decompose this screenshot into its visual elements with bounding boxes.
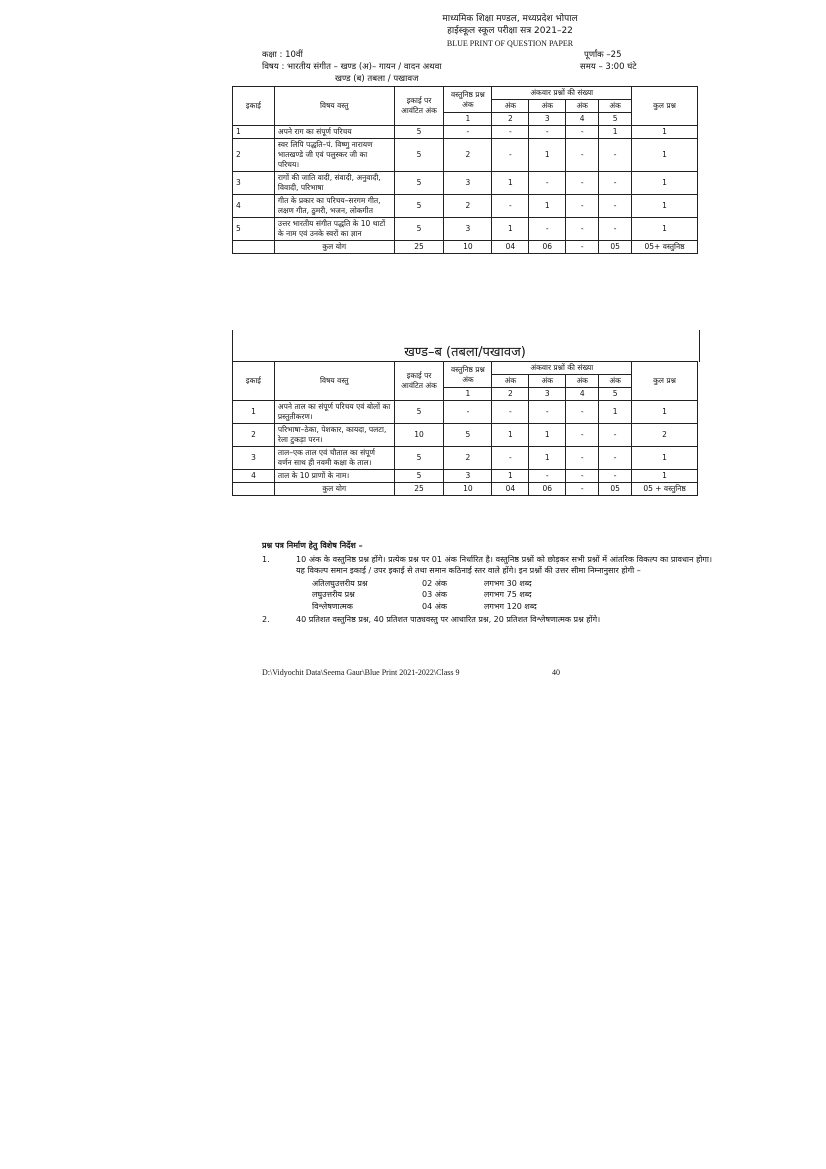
total-c2: 04 — [492, 241, 529, 254]
total-c3: 06 — [529, 483, 566, 496]
section-b-title: खण्ड–ब (तबला/पखावज) — [404, 345, 526, 360]
header-marks-wise: अंकवार प्रश्नों की संख्या — [492, 87, 632, 100]
cell-c2: - — [492, 401, 529, 424]
cell-objective: - — [444, 401, 492, 424]
total-c4: - — [566, 483, 599, 496]
cell-unit: 1 — [233, 401, 275, 424]
cell-objective: 3 — [444, 218, 492, 241]
cell-marks: 5 — [394, 195, 444, 218]
cell-unit: 1 — [233, 126, 275, 139]
table-row — [233, 126, 698, 139]
total-questions: 05+ वस्तुनिष्ठ — [632, 241, 698, 254]
cell-c3: - — [529, 470, 566, 483]
cell-objective: 2 — [444, 447, 492, 470]
cell-total: 1 — [632, 126, 698, 139]
cell-c3: - — [529, 218, 566, 241]
header-m3: 3 — [529, 388, 566, 401]
cell-c4: - — [566, 424, 599, 447]
cell-marks: 5 — [394, 126, 444, 139]
cell-content: स्वर लिपि पद्धति–पं. विष्णु नारायण भातखण्डे जी एवं पलुस्कर जी का परिचय। — [274, 139, 394, 172]
table-row — [233, 172, 698, 195]
cell-c3: 1 — [529, 195, 566, 218]
cell-c5: 1 — [599, 126, 632, 139]
header-mark-word: अंक — [566, 375, 599, 388]
cell-c3: 1 — [529, 424, 566, 447]
total-questions: 05 + वस्तुनिष्ठ — [632, 483, 698, 496]
cell-objective: - — [444, 126, 492, 139]
header-total-questions: कुल प्रश्न — [632, 362, 698, 401]
cell-unit: 5 — [233, 218, 275, 241]
document-title: BLUE PRINT OF QUESTION PAPER — [446, 39, 574, 48]
header-unit-marks: इकाई पर आवंटित अंक — [394, 362, 444, 401]
header-mark-word: अंक — [492, 100, 529, 113]
cell-content: ताल के 10 प्राणों के नाम। — [274, 470, 394, 483]
cell-empty — [233, 241, 275, 254]
header-unit: इकाई — [233, 87, 275, 126]
total-objective: 10 — [444, 241, 492, 254]
cell-c4: - — [566, 139, 599, 172]
header-mark-word: अंक — [529, 375, 566, 388]
cell-objective: 5 — [444, 424, 492, 447]
limit-marks: 03 अंक — [422, 590, 447, 599]
total-label: कुल योग — [274, 483, 394, 496]
note-1-text: 10 अंक के वस्तुनिष्ठ प्रश्न होंगे। प्रत्येक प्रश्न पर 01 अंक निर्धारित है। वस्तुनिष्ठ प्रश्नों को छोड़कर सभी प्रश्नों में आंतरिक विकल्प का प्रावधान होगा। यह विकल्प समान इकाई / उपर इकाई से तथा समान कठिनाई स्तर वाले होंगे। इन प्रश्नों की उत्तर सीमा निम्नानुसार होगी – — [296, 554, 712, 575]
cell-c2: 1 — [492, 470, 529, 483]
cell-total: 1 — [632, 139, 698, 172]
table-row-total — [233, 241, 698, 254]
cell-c4: - — [566, 470, 599, 483]
cell-unit: 3 — [233, 447, 275, 470]
header-unit: इकाई — [233, 362, 275, 401]
cell-c5: - — [599, 470, 632, 483]
cell-unit: 2 — [233, 424, 275, 447]
cell-c2: 1 — [492, 424, 529, 447]
cell-content: परिभाषा–ठेका, पेशकार, कायदा, पलटा, रेला टुकड़ा परन। — [274, 424, 394, 447]
note-2-number: 2. — [262, 615, 270, 624]
header-m1: 1 — [444, 113, 492, 126]
total-c3: 06 — [529, 241, 566, 254]
time-label: समय – 3:00 घंटे — [580, 62, 637, 72]
blueprint-table-a — [232, 86, 698, 254]
answer-limits — [262, 578, 712, 613]
header-m4: 4 — [566, 388, 599, 401]
subject-label-2: खण्ड (ब) तबला / पखावज — [335, 74, 419, 84]
blueprint-table-b — [232, 361, 698, 496]
instructions — [262, 540, 712, 626]
cell-c5: - — [599, 218, 632, 241]
cell-marks: 5 — [394, 139, 444, 172]
total-c2: 04 — [492, 483, 529, 496]
header-objective: वस्तुनिष्ठ प्रश्न अंक — [444, 87, 492, 113]
cell-total: 1 — [632, 447, 698, 470]
header-m2: 2 — [492, 113, 529, 126]
header-mark-word: अंक — [599, 100, 632, 113]
cell-c5: - — [599, 195, 632, 218]
cell-c2: - — [492, 126, 529, 139]
note-2-text: 40 प्रतिशत वस्तुनिष्ठ प्रश्न, 40 प्रतिशत पाठ्यवस्तु पर आधारित प्रश्न, 20 प्रतिशत विश्लेषणात्मक प्रश्न होंगे। — [296, 615, 601, 624]
cell-c4: - — [566, 401, 599, 424]
table-row — [233, 218, 698, 241]
header-mark-word: अंक — [492, 375, 529, 388]
cell-c3: 1 — [529, 447, 566, 470]
header-m1: 1 — [444, 388, 492, 401]
page-number: 40 — [552, 668, 560, 677]
cell-unit: 3 — [233, 172, 275, 195]
header-m4: 4 — [566, 113, 599, 126]
cell-total: 2 — [632, 424, 698, 447]
subject-label: विषय : भारतीय संगीत – खण्ड (अ)– गायन / वादन अथवा — [262, 62, 442, 72]
cell-c4: - — [566, 195, 599, 218]
header-m5: 5 — [599, 113, 632, 126]
header-unit-marks: इकाई पर आवंटित अंक — [394, 87, 444, 126]
cell-objective: 2 — [444, 195, 492, 218]
board-name: माध्यमिक शिक्षा मण्डल, मध्यप्रदेश भोपाल — [442, 14, 578, 24]
cell-marks: 5 — [394, 447, 444, 470]
header-mark-word: अंक — [566, 100, 599, 113]
table-a-body — [233, 126, 698, 241]
cell-c4: - — [566, 126, 599, 139]
cell-objective: 3 — [444, 470, 492, 483]
cell-objective: 3 — [444, 172, 492, 195]
cell-c4: - — [566, 447, 599, 470]
table-row — [233, 470, 698, 483]
cell-marks: 5 — [394, 470, 444, 483]
answer-limit-row — [312, 578, 712, 590]
header-total-questions: कुल प्रश्न — [632, 87, 698, 126]
cell-c3: - — [529, 401, 566, 424]
footer-path: D:\Vidyochit Data\Seema Gaur\Blue Print 2021-2022\Class 9 — [262, 668, 460, 677]
cell-c5: - — [599, 139, 632, 172]
cell-c2: - — [492, 139, 529, 172]
class-label: कक्षा : 10वीं — [262, 50, 303, 60]
header-objective: वस्तुनिष्ठ प्रश्न अंक — [444, 362, 492, 388]
total-marks: 25 — [394, 483, 444, 496]
cell-marks: 5 — [394, 172, 444, 195]
cell-content: रागों की जाति वादी, संवादी, अनुवादी, विवादी, परिभाषा — [274, 172, 394, 195]
cell-unit: 2 — [233, 139, 275, 172]
note-1-number: 1. — [262, 554, 270, 564]
header-marks-wise: अंकवार प्रश्नों की संख्या — [492, 362, 632, 375]
cell-c4: - — [566, 218, 599, 241]
limit-words: लगभग 75 शब्द — [484, 590, 532, 599]
cell-content: अपने ताल का संपूर्ण परिचय एवं बोलों का प्रस्तुतीकरण। — [274, 401, 394, 424]
exam-session: हाईस्कूल स्कूल परीक्षा सत्र 2021–22 — [447, 26, 573, 36]
table-row — [233, 401, 698, 424]
cell-c4: - — [566, 172, 599, 195]
cell-unit: 4 — [233, 195, 275, 218]
cell-c2: - — [492, 195, 529, 218]
cell-marks: 5 — [394, 401, 444, 424]
total-c5: 05 — [599, 241, 632, 254]
cell-c2: 1 — [492, 218, 529, 241]
cell-c5: 1 — [599, 401, 632, 424]
cell-total: 1 — [632, 218, 698, 241]
cell-c2: 1 — [492, 172, 529, 195]
total-c5: 05 — [599, 483, 632, 496]
cell-total: 1 — [632, 172, 698, 195]
limit-marks: 02 अंक — [422, 578, 447, 588]
cell-empty — [233, 483, 275, 496]
total-c4: - — [566, 241, 599, 254]
limit-type: लघुउत्तरीय प्रश्न — [312, 590, 355, 599]
table-b-body — [233, 401, 698, 483]
answer-limit-row — [312, 589, 712, 601]
instructions-title: प्रश्न पत्र निर्माण हेतु विशेष निर्देश – — [262, 541, 363, 550]
total-objective: 10 — [444, 483, 492, 496]
cell-c3: - — [529, 126, 566, 139]
cell-c2: - — [492, 447, 529, 470]
max-marks: पूर्णांक –25 — [584, 50, 622, 60]
header-mark-word: अंक — [529, 100, 566, 113]
total-label: कुल योग — [274, 241, 394, 254]
cell-c5: - — [599, 447, 632, 470]
cell-marks: 10 — [394, 424, 444, 447]
header-m2: 2 — [492, 388, 529, 401]
limit-words: लगभग 30 शब्द — [484, 578, 532, 588]
cell-content: अपने राग का संपूर्ण परिचय — [274, 126, 394, 139]
header-m5: 5 — [599, 388, 632, 401]
cell-content: उत्तर भारतीय संगीत पद्धति के 10 थाटों के नाम एवं उनके स्वरों का ज्ञान — [274, 218, 394, 241]
cell-content: ताल–एक ताल एवं चौताल का संपूर्ण वर्णन साथ ही नवमी कक्षा के ताल। — [274, 447, 394, 470]
limit-marks: 04 अंक — [422, 601, 447, 611]
cell-c3: - — [529, 172, 566, 195]
cell-total: 1 — [632, 401, 698, 424]
cell-content: गीत के प्रकार का परिचय–सरगम गीत, लक्षण गीत, ठुमरी, भजन, लोकगीत — [274, 195, 394, 218]
cell-total: 1 — [632, 470, 698, 483]
table-row-total — [233, 483, 698, 496]
cell-c3: 1 — [529, 139, 566, 172]
cell-unit: 4 — [233, 470, 275, 483]
table-row — [233, 195, 698, 218]
cell-c5: - — [599, 424, 632, 447]
limit-words: लगभग 120 शब्द — [484, 601, 537, 611]
table-row — [233, 424, 698, 447]
cell-marks: 5 — [394, 218, 444, 241]
table-row — [233, 447, 698, 470]
answer-limit-row — [312, 601, 712, 613]
cell-c5: - — [599, 172, 632, 195]
header-content: विषय वस्तु — [274, 362, 394, 401]
header-content: विषय वस्तु — [274, 87, 394, 126]
cell-objective: 2 — [444, 139, 492, 172]
table-row — [233, 139, 698, 172]
limit-type: विश्लेषणात्मक — [312, 601, 353, 611]
cell-total: 1 — [632, 195, 698, 218]
total-marks: 25 — [394, 241, 444, 254]
limit-type: अतिलघुउत्तरीय प्रश्न — [312, 578, 368, 588]
header-m3: 3 — [529, 113, 566, 126]
header-mark-word: अंक — [599, 375, 632, 388]
